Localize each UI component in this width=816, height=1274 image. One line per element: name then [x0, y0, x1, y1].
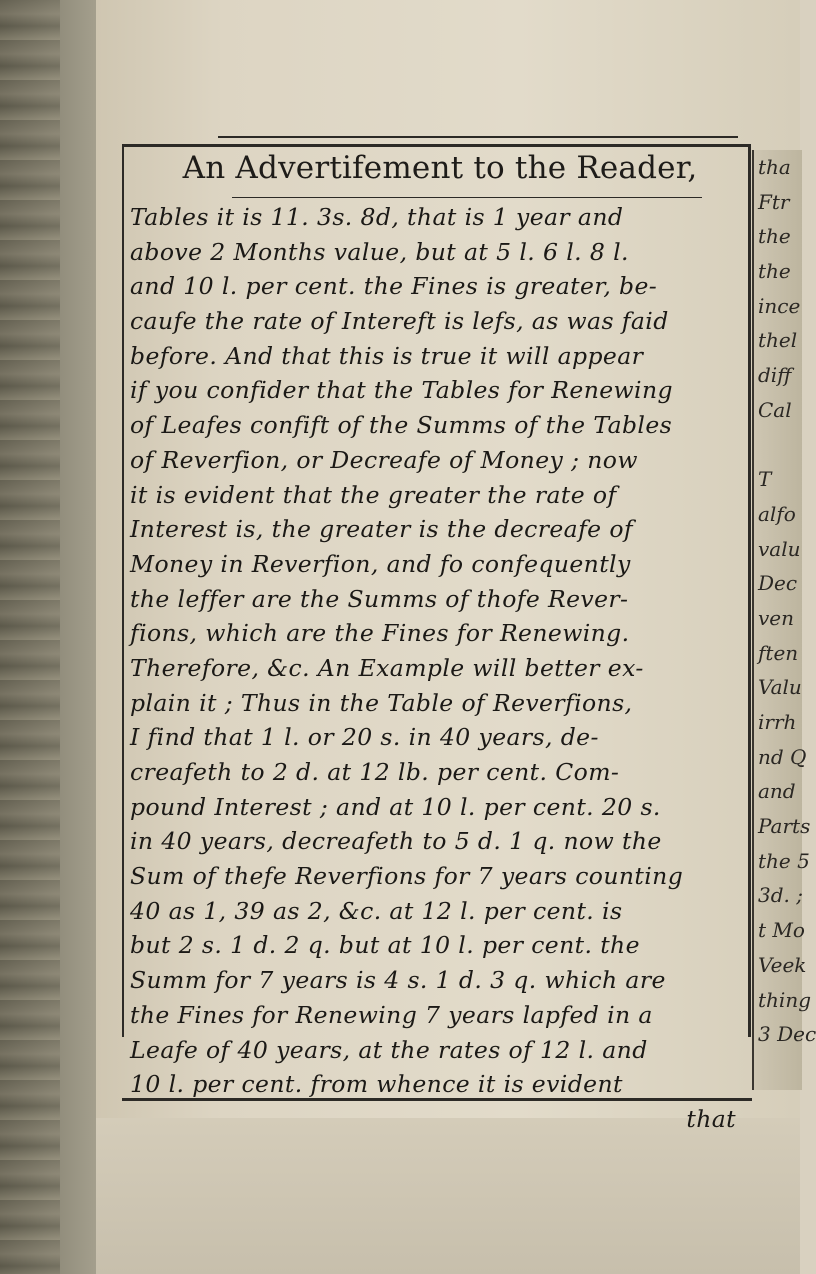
facing-page-fragment: Ftr	[758, 189, 790, 214]
text-line: creafeth to 2 d. at 12 lb. per cent. Com-	[130, 758, 620, 786]
text-line: Summ for 7 years is 4 s. 1 d. 3 q. which are	[130, 966, 666, 995]
facing-page-fragment: Dec	[758, 571, 798, 596]
text-line: plain it ; Thus in the Table of Reverfions,	[130, 688, 633, 717]
facing-page-fragment: irrh	[758, 710, 797, 734]
catchword: that	[686, 1104, 736, 1133]
text-line: in 40 years, decreafeth to 5 d. 1 q. now the	[130, 827, 662, 856]
text-line: but 2 s. 1 d. 2 q. but at 10 l. per cent. the	[130, 931, 640, 960]
facing-page-fragment: valu	[758, 536, 801, 561]
book-spine-edge	[0, 0, 60, 1274]
facing-page-fragment: diff	[758, 363, 792, 388]
page-header: An Advertifement to the Reader,	[182, 150, 698, 186]
text-line: Tables it is 11. 3s. 8d, that is 1 year and	[130, 203, 624, 231]
text-line: Interest is, the greater is the decreafe of	[130, 515, 633, 544]
text-line: and 10 l. per cent. the Fines is greater, be-	[130, 272, 658, 301]
text-line: it is evident that the greater the rate of	[130, 480, 617, 509]
text-line: I find that 1 l. or 20 s. in 40 years, de-	[130, 723, 599, 752]
facing-page-fragment: t Mo	[758, 918, 805, 943]
facing-page-fragment: Parts	[758, 814, 811, 839]
facing-page-fragment: Veek	[758, 952, 807, 977]
text-line: if you confider that the Tables for Renewing	[130, 376, 673, 405]
text-line: the leffer are the Summs of thofe Rever-	[130, 584, 629, 613]
text-line: of Leafes confift of the Summs of the Tables	[130, 411, 673, 440]
facing-page-fragment: ince	[758, 293, 801, 318]
text-line: Money in Reverfion, and fo confequently	[130, 549, 631, 578]
facing-page-edge	[752, 150, 816, 1090]
facing-page-fragment: T	[758, 467, 772, 492]
text-line: Therefore, &c. An Example will better ex-	[130, 653, 644, 682]
facing-page-fragment: thel	[758, 328, 798, 353]
facing-page-fragment: tha	[758, 155, 791, 179]
facing-page-fragment: nd Q	[758, 744, 807, 769]
facing-page-fragment: the	[758, 259, 791, 284]
page-bottom-margin	[96, 1118, 800, 1274]
facing-page-fragment: and	[758, 779, 796, 804]
body-text	[130, 200, 742, 1137]
header-underline	[232, 197, 702, 198]
text-line: before. And that this is true it will appear	[130, 341, 644, 370]
facing-page-fragment: ften	[758, 640, 799, 665]
text-line: 10 l. per cent. from whence it is evident	[130, 1070, 623, 1099]
facing-page-fragment: the	[758, 224, 791, 249]
text-line: pound Interest ; and at 10 l. per cent. 20 s.	[130, 792, 661, 821]
facing-page-fragment	[754, 428, 802, 463]
text-line: above 2 Months value, but at 5 l. 6 l. 8 l.	[130, 237, 629, 266]
text-line: caufe the rate of Intereft is lefs, as was faid	[130, 307, 669, 336]
text-line: of Reverfion, or Decreafe of Money ; now	[130, 445, 638, 474]
facing-page-fragment: thing	[758, 987, 811, 1012]
text-line: Leafe of 40 years, at the rates of 12 l. and	[130, 1035, 648, 1064]
facing-page-fragment: 3 Dec	[758, 1022, 816, 1047]
facing-page-fragment: Cal	[758, 397, 792, 422]
facing-page-fragment: 3d. ;	[758, 883, 803, 908]
text-line: fions, which are the Fines for Renewing.	[130, 619, 630, 648]
text-line: the Fines for Renewing 7 years lapfed in a	[130, 1000, 653, 1029]
header-top-rule	[218, 136, 738, 138]
text-line: 40 as 1, 39 as 2, &c. at 12 l. per cent. is	[130, 896, 623, 925]
facing-page-fragment: Valu	[758, 675, 802, 700]
facing-page-fragment	[754, 1052, 802, 1087]
facing-page-fragment: the 5	[758, 848, 810, 873]
facing-page-fragment: ven	[758, 605, 795, 630]
facing-page-fragment: alfo	[758, 501, 796, 526]
text-line: Sum of thefe Reverfions for 7 years counting	[130, 862, 684, 891]
